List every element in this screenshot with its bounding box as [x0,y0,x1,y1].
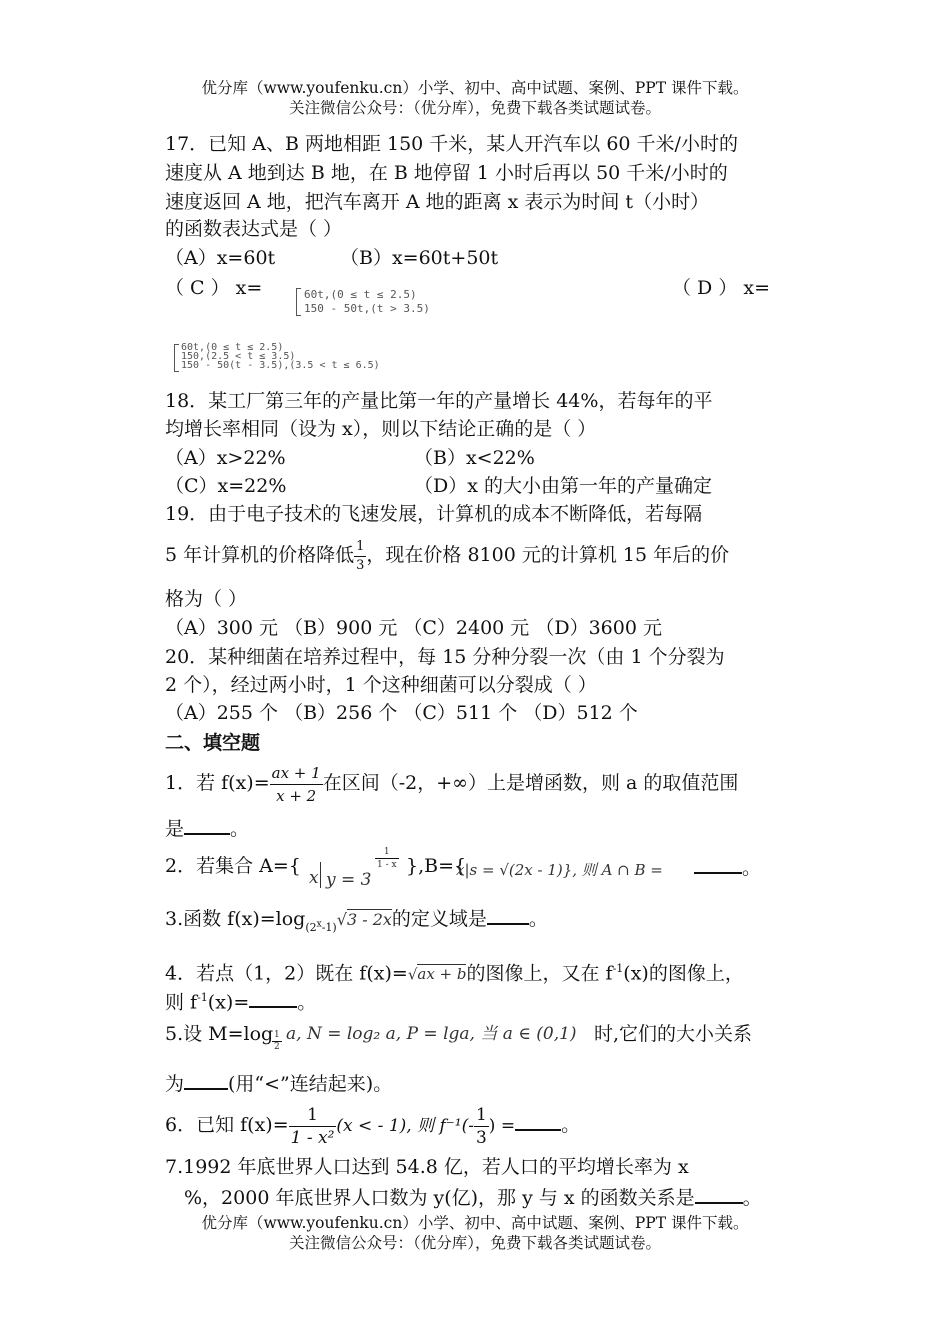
fill-1-fraction-num: ax + 1 [271,763,321,782]
fill-2-set2: x|s = √(2x - 1)}, 则 A ∩ B = [456,861,663,879]
q17-option-c-case-2: 150 - 50t,(t > 3.5) [304,302,430,315]
q17-option-d-case-3: 150 - 50(t - 3.5),(3.5 < t ≤ 6.5) [181,360,380,371]
q17-option-c-brace [296,288,301,316]
q20-options: （A）255 个 （B）256 个 （C）511 个 （D）512 个 [165,702,638,724]
header-line-1: 优分库（www.youfenku.cn）小学、初中、高中试题、案例、PPT 课件下载。 [201,79,749,97]
fill-3-base-sup: x [316,919,322,930]
fill-6-fraction-num: 1 [307,1104,318,1125]
fill-5-expression: a, N = log₂ a, P = lga, 当 a ∈ (0,1) [286,1024,577,1044]
q17-line-1: 17．已知 A、B 两地相距 150 千米，某人开汽车以 60 千米/小时的 [165,133,738,155]
q17-option-b: （B）x=60t+50t [340,247,499,269]
fill-2-exponent-num: 1 [383,847,390,857]
q17-option-c-label: （ C ） x= [165,277,263,299]
q20-line-1: 20．某种细菌在培养过程中，每 15 分种分裂一次（由 1 个分裂为 [165,646,725,668]
fill-5-blank[interactable] [184,1068,228,1090]
fill-1-middle: 在区间（-2，+∞）上是增函数，则 a 的取值范围 [322,772,739,794]
fill-7-blank[interactable] [695,1182,743,1204]
q19-options: （A）300 元 （B）900 元 （C）2400 元 （D）3600 元 [165,617,662,639]
fill-5-start: 5.设 M=log [165,1023,274,1045]
fill-3-middle: 的定义域是 [391,908,487,930]
q19-fraction-num: 1 [356,538,365,554]
fill-4-start: 4．若点（1，2）既在 f(x)= [165,962,408,985]
fill-3-base [305,921,336,934]
q18-line-1: 18．某工厂第三年的产量比第一年的产量增长 44%，若每年的平 [165,390,713,412]
fill-5-relation: 时,它们的大小关系 [594,1023,753,1045]
fill-3-line [165,903,548,936]
q19-line-1: 19．由于电子技术的飞速发展，计算机的成本不断降低，若每隔 [165,503,703,525]
fill-5-subscript-den: 2 [274,1042,280,1052]
q19-line-3: 格为（ ） [165,588,248,610]
fill-2-blank[interactable] [694,852,742,874]
fill-7-end: 。 [742,1187,762,1209]
q18-option-c: （C）x=22% [165,475,287,497]
fill-2-line [165,852,301,880]
footer-line-1: 优分库（www.youfenku.cn）小学、初中、高中试题、案例、PPT 课件下载。 [201,1214,749,1232]
fill-2-end: 。 [742,857,762,879]
fill-6-line [165,1100,580,1151]
fill-5-line-1 [165,1020,273,1048]
fill-5-end: (用“<”连结起来)。 [228,1073,393,1095]
fill-3-root: √3 - 2x [336,910,392,929]
fill-2-set1-x: x [309,868,319,888]
q19-fraction [354,538,366,575]
fill-6-end: 。 [561,1114,581,1136]
fill-2-exponent-fraction [375,846,399,871]
fill-4-middle: 的图像上，又在 f [466,962,613,985]
fill-4-root: √ax + b [407,965,467,984]
fill-5-subscript-num: 1 [274,1030,280,1040]
fill-1-end: 。 [230,818,250,840]
fill-1-blank[interactable] [184,813,230,835]
fill-7-text: %，2000 年底世界人口数为 y(亿)，那 y 与 x 的函数关系是 [184,1187,695,1209]
fill-1-shi: 是 [165,818,185,840]
fill-1-fraction-den: x + 2 [270,784,323,807]
q17-option-d-brace [174,344,179,372]
fill-2-answer [694,852,761,882]
q17-option-c-case-1: 60t,(0 ≤ t ≤ 2.5) [304,288,417,301]
q19-line-2-end: ，现在价格 8100 元的计算机 15 年后的价 [366,544,730,566]
header-line-2: 关注微信公众号：（优分库），免费下载各类试题试卷。 [288,99,661,117]
fill-2-exponent [375,846,399,871]
q18-option-a: （A）x>22% [165,447,286,469]
fill-3-radicand: 3 - 2x [346,910,392,929]
fill-3-blank[interactable] [487,903,529,925]
fill-6-eq: ) = [488,1116,516,1136]
fill-4-radicand: ax + b [417,965,467,984]
q17-option-d-label: （ D ） x= [672,277,770,299]
fill-3-base-close: -1) [321,921,337,934]
fill-4-sup: -1 [612,962,624,975]
fill-4-line-2 [165,984,316,1016]
fill-7-line-2 [184,1182,762,1212]
q19-line-2 [165,527,729,583]
footer-line-2: 关注微信公众号：（优分库），免费下载各类试题试卷。 [288,1234,661,1252]
fill-2-start: 2．若集合 A={ [165,855,301,877]
fill-5-subscript-fraction [272,1030,282,1053]
fill-4-blank[interactable] [249,986,297,1008]
fill-6-fraction-den: 1 - x² [290,1127,335,1148]
q17-line-2: 速度从 A 地到达 B 地，在 B 地停留 1 小时后再以 50 千米/小时的 [165,162,728,184]
fill-4-then: 则 f [165,991,198,1014]
fill-5-wei: 为 [165,1073,185,1095]
q19-fraction-den: 3 [356,557,365,573]
q17-option-d-case-2: 150,(2.5 < t ≤ 3.5) [181,351,296,362]
fill-5-line-2 [165,1068,392,1098]
fill-4-tail: (x)的图像上， [623,962,744,985]
fill-6-blank[interactable] [515,1109,561,1131]
q19-line-2-start: 5 年计算机的价格降低 [165,544,355,566]
q17-line-4: 的函数表达式是（ ） [165,218,343,240]
q17-line-3: 速度返回 A 地，把汽车离开 A 地的距离 x 表示为时间 t（小时） [165,191,710,213]
q18-line-2: 均增长率相同（设为 x），则以下结论正确的是（ ） [165,418,597,440]
fill-6-arg-den: 3 [475,1127,487,1148]
fill-7-line-1: 7.1992 年底世界人口达到 54.8 亿，若人口的平均增长率为 x [165,1156,689,1178]
fill-4-end: 。 [297,991,317,1014]
fill-4-eq: (x)= [207,991,250,1014]
section-2-title [165,729,260,757]
fill-6-start: 6．已知 f(x)= [165,1114,289,1136]
fill-3-base-open: (2 [305,921,317,934]
fill-1-line-2 [165,813,249,843]
q17-option-d-case-1: 60t,(0 ≤ t ≤ 2.5) [181,342,284,353]
fill-4-then-sup: -1 [197,991,208,1004]
fill-1-fraction [270,762,323,807]
q18-option-b: （B）x<22% [414,447,535,469]
q20-line-2: 2 个），经过两小时，1 个这种细菌可以分裂成（ ） [165,674,597,696]
fill-2-middle: },B={ [406,855,467,877]
fill-3-start: 3.函数 f(x)=log [165,908,306,930]
fill-2-exponent-den: 1 - x [377,860,397,870]
fill-1-start: 1．若 f(x)= [165,772,270,794]
fill-6-arg-num: 1 [475,1104,487,1125]
section-2-title-text: 二、填空题 [165,732,261,754]
fill-5-subscript [272,1030,282,1053]
q17-option-a: （A）x=60t [165,247,276,269]
fill-2-set1-y: y = 3 [326,870,372,890]
q18-option-d: （D）x 的大小由第一年的产量确定 [414,475,712,497]
fill-2-set1-bar [320,862,321,888]
fill-6-fraction [289,1104,337,1149]
fill-3-end: 。 [528,908,548,930]
fill-6-arg-fraction [474,1104,489,1149]
fill-6-domain: (x < - 1), 则 f⁻¹(- [336,1116,474,1136]
fill-1-line-1 [165,758,738,808]
